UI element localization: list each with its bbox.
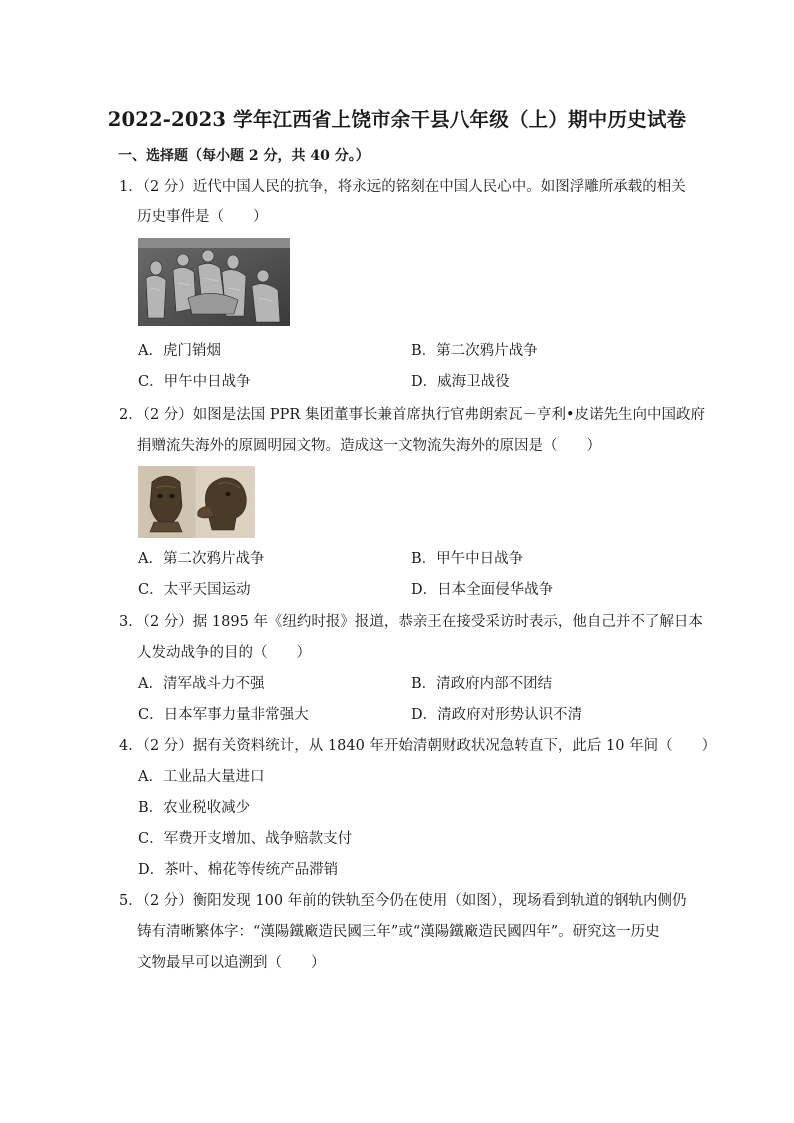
- question-2-line-1: 2．（2 分）如图是法国 PPR 集团董事长兼首席执行官弗朗索瓦－亨利•皮诺先生向中国政府: [119, 407, 706, 423]
- question-5-line-3: 文物最早可以追溯到（ ）: [137, 955, 326, 971]
- question-2-option-c: C．太平天国运动: [138, 582, 251, 598]
- question-5-line-1: 5．（2 分）衡阳发现 100 年前的铁轨至今仍在使用（如图），现场看到轨道的钢轨内侧仍: [119, 893, 687, 909]
- bronze-animal-heads-image: [138, 466, 255, 538]
- question-4-option-b: B．农业税收减少: [138, 800, 251, 816]
- question-4-option-d: D．茶叶、棉花等传统产品滞销: [138, 862, 339, 878]
- question-3-option-a: A．清军战斗力不强: [138, 676, 265, 692]
- question-5-line-2: 铸有清晰繁体字：“漢陽鐵廠造民國三年”或“漢陽鐵廠造民國四年”。研究这一历史: [137, 924, 660, 940]
- question-3-option-b: B．清政府内部不团结: [411, 676, 553, 692]
- question-4-line-1: 4．（2 分）据有关资料统计，从 1840 年开始清朝财政状况急转直下，此后 10 年间（ ）: [119, 738, 717, 754]
- question-2-line-2: 捐赠流失海外的原圆明园文物。造成这一文物流失海外的原因是（ ）: [137, 438, 601, 454]
- question-1-line-1: 1．（2 分）近代中国人民的抗争，将永远的铭刻在中国人民心中。如图浮雕所承载的相关: [119, 179, 686, 195]
- section-heading: 一、选择题（每小题 2 分，共 40 分。）: [118, 148, 370, 164]
- page-title: 2022-2023 学年江西省上饶市余干县八年级（上）期中历史试卷: [107, 108, 687, 131]
- question-1-option-c: C．甲午中日战争: [138, 374, 251, 390]
- question-2-option-a: A．第二次鸦片战争: [138, 551, 265, 567]
- question-3-option-c: C．日本军事力量非常强大: [138, 707, 309, 723]
- question-4-option-c: C．军费开支增加、战争赔款支付: [138, 831, 353, 847]
- question-2-option-b: B．甲午中日战争: [411, 551, 524, 567]
- question-3-line-2: 人发动战争的目的（ ）: [137, 645, 311, 661]
- question-1-option-b: B．第二次鸦片战争: [411, 343, 538, 359]
- question-1-option-d: D．威海卫战役: [411, 374, 510, 390]
- question-4-option-a: A．工业品大量进口: [138, 769, 265, 785]
- question-2-option-d: D．日本全面侵华战争: [411, 582, 554, 598]
- question-3-line-1: 3．（2 分）据 1895 年《纽约时报》报道，恭亲王在接受采访时表示，他自己并不了解日本: [119, 614, 703, 630]
- question-1-line-2: 历史事件是（ ）: [137, 209, 268, 225]
- question-1-option-a: A．虎门销烟: [138, 343, 221, 359]
- question-3-option-d: D．清政府对形势认识不清: [411, 707, 583, 723]
- relief-sculpture-image: [138, 238, 290, 326]
